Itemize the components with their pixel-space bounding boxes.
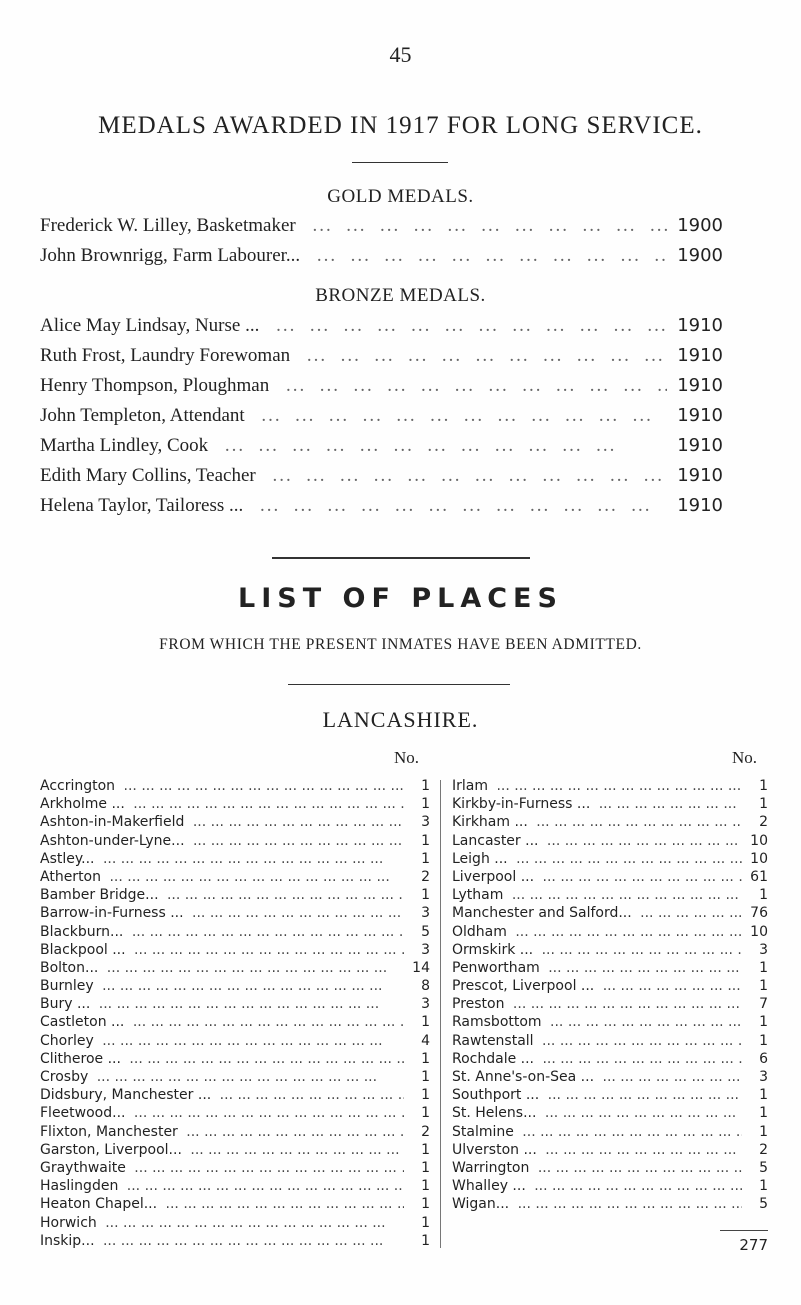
award-year: 1910: [677, 495, 723, 516]
place-name: Stalmine: [452, 1123, 514, 1140]
place-name: Crosby: [40, 1069, 89, 1085]
recipient-name: Martha Lindley, Cook: [40, 435, 209, 456]
place-count: 1: [759, 1014, 768, 1031]
place-name: Astley...: [40, 850, 95, 867]
place-count: 3: [759, 941, 768, 958]
place-name: St. Anne's-on-Sea ...: [452, 1069, 595, 1085]
place-row: [40, 1069, 430, 1087]
place-count: 1: [421, 832, 430, 849]
place-name: Irlam: [452, 778, 488, 794]
place-count: 10: [750, 850, 768, 867]
place-row: [452, 1033, 768, 1051]
place-count: 7: [759, 996, 768, 1013]
bronze-medal-entry: [40, 435, 723, 457]
place-row: [40, 869, 430, 887]
award-year: 1910: [677, 405, 723, 426]
place-count: 61: [750, 868, 768, 885]
place-name: Whalley ...: [452, 1178, 526, 1195]
place-row: [452, 978, 768, 996]
place-count: 1: [759, 978, 768, 995]
place-name: Heaton Chapel...: [40, 1196, 158, 1213]
recipient-name: Henry Thompson, Ploughman: [40, 375, 270, 396]
bronze-medal-entry: [40, 495, 723, 517]
place-name: Lancaster ...: [452, 832, 539, 849]
place-row: [40, 924, 430, 942]
place-count: 1: [421, 887, 430, 904]
place-name: Wigan...: [452, 1196, 510, 1213]
place-count: 1: [421, 1214, 430, 1231]
place-count: 3: [421, 996, 430, 1013]
place-row: [40, 1160, 430, 1178]
place-count: 76: [750, 905, 768, 922]
place-count: 1: [759, 1087, 768, 1104]
award-year: 1910: [677, 375, 723, 396]
place-row: [40, 1124, 430, 1142]
place-count: 5: [759, 1159, 768, 1176]
place-count: 8: [421, 978, 430, 995]
place-row: [40, 905, 430, 923]
place-row: [452, 1014, 768, 1032]
award-year: 1900: [677, 245, 723, 266]
bronze-medal-entry: [40, 375, 723, 397]
place-row: [40, 1215, 430, 1233]
place-count: 1: [421, 850, 430, 867]
place-count: 1: [421, 1159, 430, 1176]
place-name: Oldham: [452, 923, 507, 940]
place-row: [40, 1087, 430, 1105]
right-column-header: No.: [732, 748, 758, 767]
place-count: 1: [421, 796, 430, 813]
place-row: [452, 778, 768, 796]
place-row: [40, 996, 430, 1014]
place-row: [452, 1087, 768, 1105]
places-total: 277: [739, 1236, 768, 1254]
county-heading: LANCASHIRE.: [322, 707, 479, 732]
recipient-name: Helena Taylor, Tailoress ...: [40, 495, 244, 516]
place-row: [452, 1124, 768, 1142]
place-name: Ramsbottom: [452, 1014, 542, 1031]
place-count: 5: [421, 923, 430, 940]
place-name: St. Helens...: [452, 1105, 537, 1122]
place-count: 1: [421, 1069, 430, 1085]
place-name: Castleton ...: [40, 1014, 125, 1031]
place-row: [40, 796, 430, 814]
place-row: [40, 778, 430, 796]
bronze-medal-entry: [40, 315, 723, 337]
place-count: 1: [421, 1232, 430, 1249]
place-row: [452, 814, 768, 832]
place-name: Haslingden: [40, 1178, 119, 1195]
places-right-column: [452, 778, 768, 1215]
place-row: [40, 1014, 430, 1032]
place-count: 3: [759, 1069, 768, 1085]
place-row: [40, 833, 430, 851]
subtitle-rule: [288, 684, 510, 685]
award-year: 1910: [677, 435, 723, 456]
place-row: [452, 960, 768, 978]
award-year: 1900: [677, 215, 723, 236]
place-name: Rawtenstall: [452, 1032, 534, 1049]
recipient-name: Ruth Frost, Laundry Forewoman: [40, 345, 291, 366]
bronze-medal-entry: [40, 405, 723, 427]
place-name: Barrow-in-Furness ...: [40, 905, 184, 922]
section-divider: [272, 557, 530, 559]
place-count: 2: [421, 1123, 430, 1140]
place-count: 1: [759, 1105, 768, 1122]
place-row: [40, 942, 430, 960]
gold-medal-entry: [40, 245, 723, 267]
place-row: [452, 796, 768, 814]
page-title: MEDALS AWARDED IN 1917 FOR LONG SERVICE.: [98, 112, 703, 139]
place-count: 1: [421, 778, 430, 794]
gold-medal-entry: [40, 215, 723, 237]
award-year: 1910: [677, 465, 723, 486]
place-count: 3: [421, 905, 430, 922]
recipient-name: Frederick W. Lilley, Basketmaker: [40, 215, 296, 236]
place-count: 1: [421, 1014, 430, 1031]
place-row: [452, 1051, 768, 1069]
place-count: 6: [759, 1050, 768, 1067]
place-name: Atherton: [40, 868, 101, 885]
place-row: [452, 1142, 768, 1160]
bronze-medals-heading: BRONZE MEDALS.: [315, 285, 486, 306]
place-count: 1: [421, 1141, 430, 1158]
place-count: 1: [759, 1178, 768, 1195]
recipient-name: Alice May Lindsay, Nurse ...: [40, 315, 260, 336]
place-row: [40, 1178, 430, 1196]
place-name: Liverpool ...: [452, 868, 535, 885]
place-name: Fleetwood...: [40, 1105, 126, 1122]
place-count: 1: [759, 887, 768, 904]
place-row: [452, 869, 768, 887]
place-name: Manchester and Salford...: [452, 905, 632, 922]
place-count: 14: [412, 959, 430, 976]
place-name: Chorley: [40, 1032, 94, 1049]
place-name: Bury ...: [40, 996, 91, 1013]
place-count: 2: [759, 814, 768, 831]
place-name: Blackpool ...: [40, 941, 126, 958]
place-name: Warrington: [452, 1159, 530, 1176]
places-left-column: [40, 778, 430, 1251]
recipient-name: John Brownrigg, Farm Labourer...: [40, 245, 301, 266]
place-row: [452, 1069, 768, 1087]
place-row: [40, 851, 430, 869]
place-count: 1: [759, 1032, 768, 1049]
place-name: Ormskirk ...: [452, 941, 534, 958]
place-name: Ulverston ...: [452, 1141, 537, 1158]
place-row: [40, 1051, 430, 1069]
place-name: Kirkby-in-Furness ...: [452, 796, 591, 813]
place-name: Bamber Bridge...: [40, 887, 159, 904]
place-count: 4: [421, 1032, 430, 1049]
place-name: Southport ...: [452, 1087, 540, 1104]
place-row: [452, 996, 768, 1014]
place-name: Accrington: [40, 778, 116, 794]
place-name: Leigh ...: [452, 850, 508, 867]
place-count: 1: [421, 1196, 430, 1213]
place-row: [452, 942, 768, 960]
place-row: [452, 1160, 768, 1178]
place-name: Penwortham: [452, 959, 540, 976]
gold-medals-heading: GOLD MEDALS.: [327, 186, 474, 207]
place-count: 1: [759, 796, 768, 813]
recipient-name: Edith Mary Collins, Teacher: [40, 465, 256, 486]
place-count: 5: [759, 1196, 768, 1213]
place-row: [452, 851, 768, 869]
place-name: Bolton...: [40, 959, 99, 976]
left-column-header: No.: [394, 748, 420, 767]
place-count: 1: [759, 959, 768, 976]
place-count: 1: [759, 778, 768, 794]
place-row: [40, 1142, 430, 1160]
bronze-medal-entry: [40, 465, 723, 487]
column-divider: [440, 780, 441, 1248]
place-row: [40, 960, 430, 978]
place-row: [452, 924, 768, 942]
place-name: Kirkham ...: [452, 814, 528, 831]
place-row: [452, 905, 768, 923]
place-row: [40, 1033, 430, 1051]
place-count: 3: [421, 941, 430, 958]
place-count: 1: [421, 1087, 430, 1104]
place-row: [452, 833, 768, 851]
place-name: Flixton, Manchester: [40, 1123, 178, 1140]
page-number: 45: [389, 42, 412, 67]
place-count: 2: [421, 868, 430, 885]
places-list-subtitle: FROM WHICH THE PRESENT INMATES HAVE BEEN ADMITTED.: [159, 636, 642, 653]
places-list-title: LIST OF PLACES: [238, 583, 563, 614]
place-name: Ashton-in-Makerfield: [40, 814, 185, 831]
place-name: Rochdale ...: [452, 1050, 535, 1067]
place-row: [452, 1196, 768, 1214]
title-rule: [352, 162, 448, 163]
place-count: 3: [421, 814, 430, 831]
place-count: 2: [759, 1141, 768, 1158]
place-count: 1: [759, 1123, 768, 1140]
place-name: Didsbury, Manchester ...: [40, 1087, 212, 1104]
place-name: Blackburn...: [40, 923, 124, 940]
place-name: Inskip...: [40, 1232, 95, 1249]
place-name: Graythwaite: [40, 1159, 126, 1176]
place-name: Lytham: [452, 887, 504, 904]
award-year: 1910: [677, 345, 723, 366]
place-name: Garston, Liverpool...: [40, 1141, 182, 1158]
place-name: Ashton-under-Lyne...: [40, 832, 185, 849]
bronze-medal-entry: [40, 345, 723, 367]
place-row: [452, 1178, 768, 1196]
place-name: Burnley: [40, 978, 94, 995]
place-name: Horwich: [40, 1214, 97, 1231]
place-name: Preston: [452, 996, 505, 1013]
place-row: [40, 1105, 430, 1123]
total-rule: [720, 1230, 768, 1231]
place-row: [40, 1196, 430, 1214]
place-name: Clitheroe ...: [40, 1050, 121, 1067]
place-count: 1: [421, 1105, 430, 1122]
place-row: [40, 978, 430, 996]
place-name: Prescot, Liverpool ...: [452, 978, 595, 995]
place-name: Arkholme ...: [40, 796, 125, 813]
place-count: 1: [421, 1050, 430, 1067]
place-row: [40, 887, 430, 905]
place-row: [452, 1105, 768, 1123]
place-row: [40, 1233, 430, 1251]
award-year: 1910: [677, 315, 723, 336]
recipient-name: John Templeton, Attendant: [40, 405, 245, 426]
place-count: 10: [750, 923, 768, 940]
place-count: 10: [750, 832, 768, 849]
place-count: 1: [421, 1178, 430, 1195]
place-row: [452, 887, 768, 905]
place-row: [40, 814, 430, 832]
